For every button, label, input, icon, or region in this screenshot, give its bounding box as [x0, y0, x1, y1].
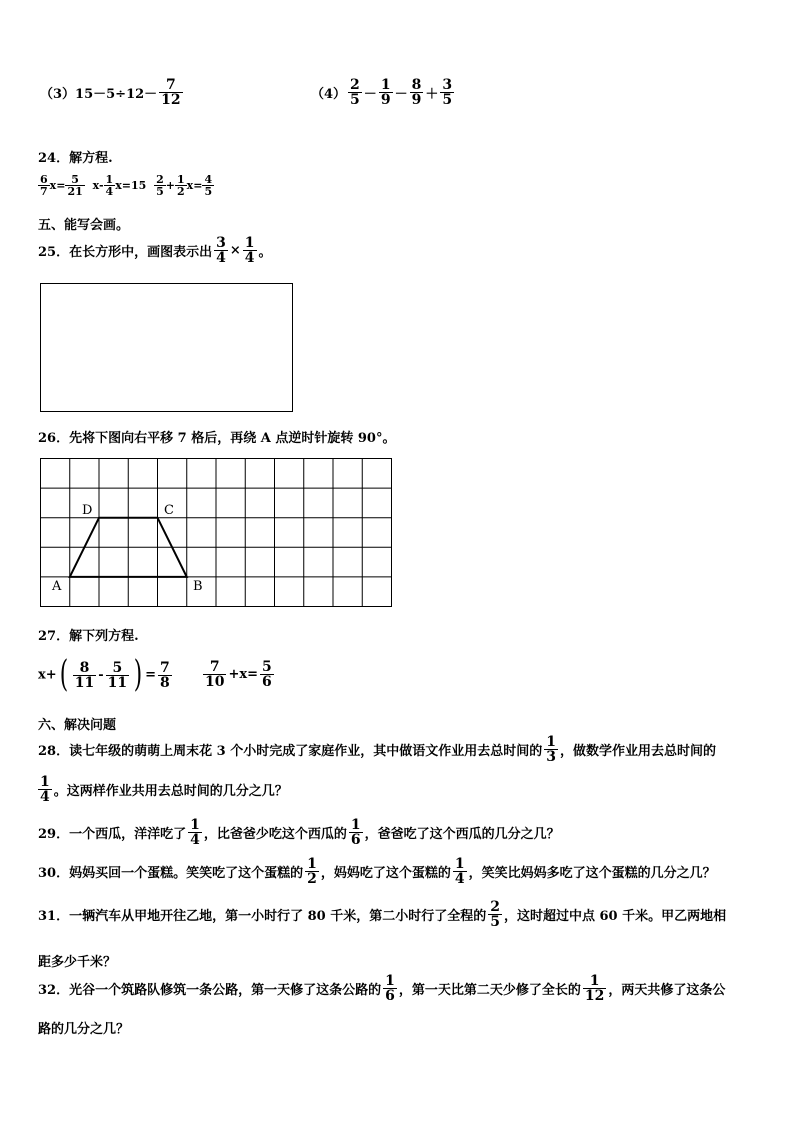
q23-part4-fraction-c [410, 78, 424, 107]
fraction-numerator: 8 [411, 77, 422, 93]
q27-title: 27．解下列方程. [38, 629, 139, 644]
q30-text: ，笑笑比妈妈多吃了这个蛋糕的几分之几？ [468, 866, 716, 881]
q29-text: ，爸爸吃了这个西瓜的几分之几？ [364, 827, 560, 842]
fraction-denominator: 5 [490, 914, 500, 930]
fraction-numerator: 6 [40, 173, 48, 186]
q31-line-1 [38, 900, 726, 929]
fraction-denominator: 4 [190, 832, 200, 848]
fraction-numerator: 1 [350, 817, 361, 833]
q30-fraction-2 [453, 857, 467, 886]
operator: ＋ [425, 87, 439, 102]
q23-part4-fraction-a [348, 78, 362, 107]
fraction-denominator: 6 [385, 988, 395, 1004]
fraction-denominator: 3 [546, 749, 556, 765]
fraction-denominator: 21 [67, 185, 83, 198]
fraction-numerator: 1 [589, 973, 600, 989]
fraction-denominator: 2 [307, 871, 317, 887]
q29-fraction-1 [188, 818, 202, 847]
q28-fraction-1 [544, 735, 558, 764]
fraction-numerator: 2 [490, 899, 500, 915]
fraction-denominator: 2 [177, 185, 185, 198]
q31-line-2: 距多少千米？ [38, 955, 117, 970]
q23-part3-label: （3）15－5÷12－ [40, 87, 158, 102]
q28-text: 。这两样作业共用去总时间的几分之几？ [53, 784, 288, 799]
operator: － [363, 87, 377, 102]
q28-line-2 [38, 775, 288, 804]
equation-text: x= [49, 179, 66, 192]
point-label-c: C [164, 503, 174, 518]
q27-equation-1 [38, 654, 174, 695]
q32-fraction-1 [383, 974, 397, 1003]
fraction-denominator: 4 [216, 250, 226, 266]
fraction-denominator: 12 [161, 92, 181, 108]
q25-line [38, 236, 272, 265]
q27-eq1-fraction-c [158, 661, 172, 690]
q24-eq1-fraction-b [65, 174, 84, 197]
fraction-denominator: 7 [40, 185, 48, 198]
q25-fraction-a [214, 236, 228, 265]
q32-text: ，两天共修了这条公 [608, 983, 726, 998]
q31-fraction-1 [488, 900, 502, 929]
q24-eq2-fraction [104, 174, 116, 197]
fraction-denominator: 5 [442, 92, 453, 108]
q27-eq2-fraction-b [260, 660, 274, 689]
q27-eq1-fraction-b [106, 661, 129, 690]
fraction-denominator: 11 [107, 674, 128, 691]
right-parenthesis: ) [133, 654, 143, 695]
q30-text: ，妈妈吃了这个蛋糕的 [320, 866, 451, 881]
operator: × [229, 243, 241, 258]
operator: － [394, 87, 408, 102]
q26-title: 26．先将下图向右平移 7 格后，再绕 A 点逆时针旋转 90°。 [38, 431, 396, 446]
q29-fraction-2 [349, 818, 363, 847]
q25-fraction-b [243, 236, 257, 265]
fraction-numerator: 3 [442, 77, 453, 93]
q32-line-2: 路的几分之几？ [38, 1022, 130, 1037]
q25-rectangle [40, 283, 293, 412]
equation-text: x=15 [115, 179, 147, 192]
fraction-numerator: 1 [190, 817, 200, 833]
q24-title: 24．解方程. [38, 151, 113, 166]
fraction-denominator: 4 [40, 789, 50, 805]
q23-part4 [311, 78, 456, 107]
fraction-denominator: 6 [350, 832, 361, 848]
q29-text: 29．一个西瓜，洋洋吃了 [38, 827, 187, 842]
q23-part4-label: （4） [311, 87, 347, 102]
q23-part4-fraction-b [379, 78, 393, 107]
q27-eq2-fraction-a [203, 660, 226, 689]
fraction-numerator: 2 [350, 77, 360, 93]
q24-eq3-fraction-a [154, 174, 166, 197]
q25-text: 25．在长方形中，画图表示出 [38, 245, 213, 260]
fraction-numerator: 1 [380, 77, 391, 93]
fraction-numerator: 5 [71, 173, 79, 186]
q24-eq1-fraction-a [38, 174, 50, 197]
fraction-numerator: 1 [546, 734, 556, 750]
point-label-d: D [82, 503, 93, 518]
section-five-heading: 五、能写会画。 [38, 218, 130, 233]
equation-text: + [165, 179, 175, 192]
fraction-denominator: 5 [204, 185, 213, 198]
equation-text: x+ [38, 667, 57, 683]
q32-text: ，第一天比第二天少修了全长的 [398, 983, 581, 998]
fraction-numerator: 1 [385, 973, 395, 989]
point-label-a: A [52, 579, 62, 594]
fraction-numerator: 8 [79, 659, 90, 676]
q31-text: ，这时超过中点 60 千米。甲乙两地相 [503, 909, 727, 924]
grid-lines [41, 459, 392, 607]
fraction-numerator: 7 [160, 659, 170, 676]
q28-text: ，做数学作业用去总时间的 [559, 744, 716, 759]
fraction-numerator: 2 [156, 173, 164, 186]
fraction-numerator: 7 [209, 659, 220, 675]
fraction-denominator: 10 [205, 674, 225, 690]
q24-eq3-fraction-c [202, 174, 214, 197]
fraction-numerator: 1 [454, 856, 465, 872]
fraction-numerator: 1 [307, 856, 317, 872]
q29-line [38, 818, 560, 847]
q23-part4-fraction-d [440, 78, 454, 107]
fraction-denominator: 11 [74, 674, 95, 691]
q28-fraction-2 [38, 775, 52, 804]
fraction-denominator: 5 [156, 185, 164, 198]
equation-text: x- [92, 179, 104, 192]
q24-equations [38, 174, 214, 197]
fraction-denominator: 6 [262, 674, 272, 690]
q30-line [38, 857, 716, 886]
equation-text: +x= [228, 667, 259, 682]
fraction-numerator: 1 [177, 173, 185, 186]
fraction-numerator: 5 [262, 659, 272, 675]
q25-text-end: 。 [258, 245, 272, 260]
point-label-b: B [193, 579, 203, 594]
fraction-numerator: 1 [105, 173, 114, 186]
fraction-denominator: 8 [160, 674, 170, 691]
q26-grid-figure [38, 456, 396, 610]
q23-part3 [40, 78, 185, 107]
section-six-heading: 六、解决问题 [38, 718, 117, 733]
fraction-numerator: 5 [112, 659, 123, 676]
operator: = [145, 667, 157, 683]
q30-text: 30．妈妈买回一个蛋糕。笑笑吃了这个蛋糕的 [38, 866, 304, 881]
fraction-denominator: 4 [244, 250, 255, 266]
q32-line-1 [38, 974, 725, 1003]
q28-line-1 [38, 735, 716, 764]
q32-fraction-2 [583, 974, 606, 1003]
left-parenthesis: ( [59, 654, 68, 695]
q31-text: 31．一辆汽车从甲地开往乙地，第一小时行了 80 千米，第二小时行了全程的 [38, 909, 487, 924]
fraction-denominator: 12 [584, 988, 605, 1004]
fraction-denominator: 4 [454, 871, 465, 887]
q23-part3-fraction [159, 78, 182, 107]
fraction-numerator: 7 [166, 77, 176, 93]
q27-eq1-fraction-a [73, 661, 96, 690]
fraction-numerator: 1 [244, 235, 255, 251]
q27-equation-2 [201, 660, 276, 689]
fraction-denominator: 9 [380, 92, 391, 108]
q24-eq3-fraction-b [175, 174, 187, 197]
equation-text: x= [186, 179, 203, 192]
q29-text: ，比爸爸少吃这个西瓜的 [203, 827, 347, 842]
fraction-denominator: 9 [411, 92, 422, 108]
fraction-numerator: 4 [204, 173, 213, 186]
q28-text: 28．读七年级的萌萌上周末花 3 个小时完成了家庭作业，其中做语文作业用去总时间的 [38, 744, 543, 759]
q32-text: 32．光谷一个筑路队修筑一条公路，第一天修了这条公路的 [38, 983, 382, 998]
fraction-denominator: 5 [350, 92, 360, 108]
fraction-numerator: 1 [40, 774, 50, 790]
fraction-denominator: 4 [105, 185, 114, 198]
q30-fraction-1 [305, 857, 319, 886]
operator: - [98, 667, 104, 683]
fraction-numerator: 3 [216, 235, 226, 251]
